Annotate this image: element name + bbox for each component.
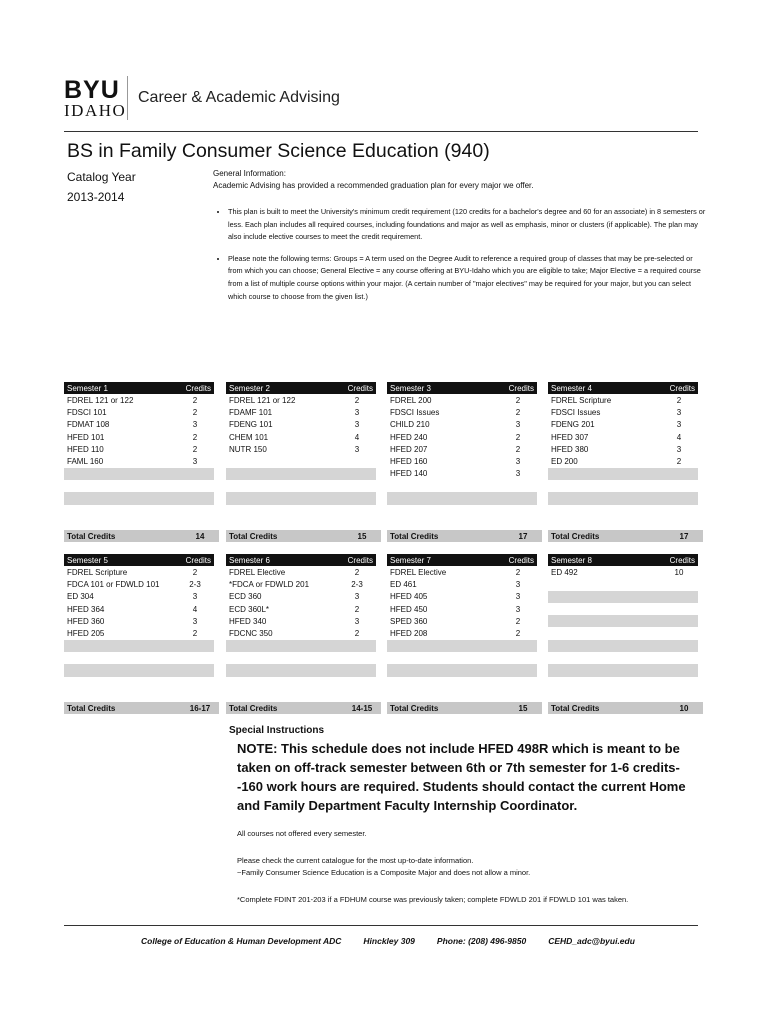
course-name: FDSCI Issues: [390, 407, 440, 417]
course-name: HFED 405: [390, 592, 428, 602]
course-name: FDREL 200: [390, 395, 432, 405]
course-name: HFED 340: [229, 616, 267, 626]
course-name: FAML 160: [67, 457, 104, 467]
semester-header: [548, 382, 698, 394]
empty-course-row: [64, 468, 214, 480]
semester-4-table: [548, 382, 698, 544]
course-row: [226, 406, 376, 418]
course-name: FDENG 201: [551, 420, 595, 430]
total-credits-value: 15: [518, 703, 528, 713]
course-name: *FDCA or FDWLD 201: [229, 579, 310, 589]
general-info-heading: General Information:: [213, 169, 286, 178]
total-credits-row: [64, 530, 219, 542]
semester-header: [64, 554, 214, 566]
course-name: ED 200: [551, 457, 578, 467]
credits-header: Credits: [347, 383, 373, 393]
credits-header: Credits: [508, 383, 534, 393]
course-row: [64, 419, 214, 431]
catalog-year-label: Catalog Year: [67, 170, 136, 184]
course-name: FDREL Elective: [229, 567, 286, 577]
empty-course-row: [226, 640, 376, 652]
course-row: [226, 443, 376, 455]
empty-course-row: [64, 664, 214, 676]
course-credits: 2-3: [351, 579, 363, 589]
empty-course-row: [387, 677, 537, 689]
course-credits: 2: [192, 432, 198, 442]
course-credits: 2: [354, 567, 360, 577]
course-name: CHILD 210: [390, 420, 430, 430]
semester-header: [548, 554, 698, 566]
course-credits: 3: [676, 420, 682, 430]
empty-course-row: [226, 480, 376, 492]
course-credits: 2: [515, 567, 521, 577]
course-credits: 3: [354, 420, 360, 430]
course-row: [387, 615, 537, 627]
total-credits-row: [548, 702, 703, 714]
course-name: ED 461: [390, 579, 417, 589]
semester-3-table: [387, 382, 537, 544]
course-credits: 3: [354, 407, 360, 417]
course-row: [548, 443, 698, 455]
credits-header: Credits: [347, 555, 373, 565]
course-credits: 4: [192, 604, 198, 614]
empty-course-row: [548, 677, 698, 689]
empty-course-row: [548, 603, 698, 615]
semester-name: Semester 7: [390, 555, 431, 565]
course-row: [387, 468, 537, 480]
footer-office: Hinckley 309: [363, 936, 415, 946]
course-row: [64, 603, 214, 615]
total-credits-label: Total Credits: [67, 531, 116, 541]
course-credits: 4: [676, 432, 682, 442]
total-credits-label: Total Credits: [390, 531, 439, 541]
empty-course-row: [387, 480, 537, 492]
special-note: NOTE: This schedule does not include HFED 498R which is meant to be taken on off-track semester between 6th or 7th semester for 1-6 credits--160 work hours are required. Students should contact the current Home and Family Department Faculty Internship Coordinator.: [237, 741, 686, 813]
total-credits-row: [226, 702, 381, 714]
course-credits: 3: [192, 457, 198, 467]
empty-course-row: [226, 505, 376, 517]
empty-course-row: [548, 468, 698, 480]
department-name: Career & Academic Advising: [138, 89, 340, 106]
course-credits: 2: [515, 444, 521, 454]
course-name: ED 492: [551, 567, 578, 577]
empty-course-row: [226, 664, 376, 676]
course-credits: 3: [515, 457, 521, 467]
semester-name: Semester 1: [67, 383, 108, 393]
course-row: [387, 455, 537, 467]
total-credits-row: [387, 702, 542, 714]
course-credits: 2: [515, 629, 521, 639]
empty-course-row: [64, 505, 214, 517]
special-line-composite: ~Family Consumer Science Education is a Composite Major and does not allow a minor.: [237, 868, 531, 877]
course-row: [387, 578, 537, 590]
catalog-year-value: 2013-2014: [67, 190, 125, 204]
course-credits: 3: [192, 592, 198, 602]
logo-byu-text: BYU: [64, 76, 120, 104]
general-info-bullets: [213, 206, 708, 312]
course-row: [226, 431, 376, 443]
course-row: [64, 406, 214, 418]
course-name: FDSCI 101: [67, 407, 107, 417]
semester-name: Semester 3: [390, 383, 431, 393]
course-name: HFED 140: [390, 469, 428, 479]
total-credits-value: 14: [195, 531, 205, 541]
semester-1-table: [64, 382, 214, 544]
course-row: [548, 431, 698, 443]
course-credits: 2: [515, 616, 521, 626]
empty-course-row: [387, 664, 537, 676]
course-credits: 3: [354, 592, 360, 602]
course-credits: 3: [515, 579, 521, 589]
course-row: [226, 627, 376, 639]
empty-course-row: [548, 492, 698, 504]
course-name: FDENG 101: [229, 420, 273, 430]
course-row: [64, 627, 214, 639]
course-credits: 3: [354, 616, 360, 626]
footer-phone: Phone: (208) 496-9850: [436, 936, 527, 946]
course-row: [387, 627, 537, 639]
course-row: [226, 591, 376, 603]
course-credits: 2: [676, 395, 682, 405]
semester-header: [64, 382, 214, 394]
course-credits: 2: [515, 407, 521, 417]
course-row: [387, 419, 537, 431]
course-credits: 10: [674, 567, 684, 577]
empty-course-row: [548, 591, 698, 603]
course-credits: 3: [515, 469, 521, 479]
course-row: [64, 394, 214, 406]
empty-course-row: [226, 492, 376, 504]
course-name: HFED 205: [67, 629, 105, 639]
course-name: HFED 160: [390, 457, 428, 467]
special-instructions-heading: Special Instructions: [229, 725, 325, 736]
course-name: FDSCI Issues: [551, 407, 601, 417]
empty-course-row: [226, 677, 376, 689]
semester-6-table: [226, 554, 376, 716]
empty-course-row: [548, 627, 698, 639]
general-info-intro: Academic Advising has provided a recommended graduation plan for every major we offer.: [213, 181, 534, 190]
course-credits: 3: [515, 420, 521, 430]
course-row: [64, 431, 214, 443]
special-line-catalogue: Please check the current catalogue for the most up-to-date information.: [237, 856, 474, 865]
course-row: [64, 566, 214, 578]
footer: [141, 936, 657, 946]
total-credits-label: Total Credits: [551, 531, 600, 541]
course-row: [387, 591, 537, 603]
course-row: [387, 443, 537, 455]
empty-course-row: [64, 652, 214, 664]
credits-header: Credits: [508, 555, 534, 565]
credits-header: Credits: [669, 383, 695, 393]
course-name: HFED 207: [390, 444, 428, 454]
course-credits: 2: [515, 395, 521, 405]
total-credits-row: [548, 530, 703, 542]
empty-course-row: [548, 664, 698, 676]
course-row: [226, 603, 376, 615]
course-credits: 2: [676, 457, 682, 467]
course-row: [64, 455, 214, 467]
course-row: [226, 394, 376, 406]
credits-header: Credits: [185, 555, 211, 565]
course-name: HFED 101: [67, 432, 105, 442]
course-name: SPED 360: [390, 616, 428, 626]
course-name: FDREL 121 or 122: [67, 395, 134, 405]
semester-header: [387, 382, 537, 394]
course-name: HFED 110: [67, 444, 104, 454]
empty-course-row: [64, 677, 214, 689]
bullet-terms: • Please note the following terms: Groups = A term used on the Degree Audit to reference a required group of classes that may be pre-selected or from which you can choose; General Elective = any course offering at BYU-Idaho which you are eligible to take; Major Elective = a required course from a list of multiple course options within your major. (A certain number of "major electives" may be required for your major, but you can select which course to choose from the given list.): [228, 253, 708, 303]
logo-divider: [127, 76, 128, 120]
semester-name: Semester 5: [67, 555, 108, 565]
course-row: [548, 406, 698, 418]
course-name: HFED 450: [390, 604, 428, 614]
footer-rule: [64, 925, 698, 926]
course-row: [64, 443, 214, 455]
course-name: NUTR 150: [229, 444, 267, 454]
empty-course-row: [226, 468, 376, 480]
empty-course-row: [64, 492, 214, 504]
total-credits-value: 17: [518, 531, 528, 541]
course-row: [387, 566, 537, 578]
empty-course-row: [64, 640, 214, 652]
course-row: [226, 578, 376, 590]
semester-2-table: [226, 382, 376, 544]
empty-course-row: [387, 652, 537, 664]
course-name: FDCNC 350: [229, 629, 273, 639]
empty-course-row: [226, 652, 376, 664]
course-row: [548, 566, 698, 578]
course-row: [548, 419, 698, 431]
course-name: HFED 360: [67, 616, 105, 626]
semester-header: [226, 554, 376, 566]
course-credits: 2: [192, 395, 198, 405]
course-row: [226, 615, 376, 627]
semester-8-table: [548, 554, 698, 716]
footer-college: College of Education & Human Development ADC: [141, 936, 342, 946]
course-name: FDREL Elective: [390, 567, 447, 577]
course-name: ECD 360: [229, 592, 262, 602]
total-credits-label: Total Credits: [390, 703, 439, 713]
course-credits: 2: [354, 604, 360, 614]
byu-idaho-logo: [64, 78, 126, 120]
course-credits: 3: [676, 444, 682, 454]
empty-course-row: [387, 492, 537, 504]
course-credits: 2: [192, 567, 198, 577]
course-name: CHEM 101: [229, 432, 269, 442]
course-credits: 3: [192, 616, 198, 626]
total-credits-label: Total Credits: [551, 703, 600, 713]
page-title: BS in Family Consumer Science Education (940): [67, 140, 490, 162]
semester-name: Semester 8: [551, 555, 592, 565]
footer-email: CEHD_adc@byui.edu: [548, 936, 635, 946]
credits-header: Credits: [669, 555, 695, 565]
bullet-credit-requirement: • This plan is built to meet the University's minimum credit requirement (120 credits for a bachelor's degree and 60 for an associate) in 8 semesters or less. Each plan includes all required courses, including foundations and major as well as emphasis, minor or clusters (if applicable). The plan may also include elective courses to meet the credit requirement.: [228, 206, 708, 244]
course-row: [64, 615, 214, 627]
total-credits-label: Total Credits: [229, 531, 278, 541]
semester-name: Semester 2: [229, 383, 270, 393]
empty-course-row: [548, 480, 698, 492]
total-credits-value: 17: [679, 531, 689, 541]
course-credits: 2: [192, 629, 198, 639]
course-credits: 3: [676, 407, 682, 417]
course-name: HFED 364: [67, 604, 105, 614]
total-credits-value: 15: [357, 531, 367, 541]
empty-course-row: [64, 480, 214, 492]
course-credits: 2: [192, 407, 198, 417]
course-credits: 2-3: [189, 579, 201, 589]
total-credits-label: Total Credits: [67, 703, 116, 713]
course-credits: 3: [515, 592, 521, 602]
empty-course-row: [548, 615, 698, 627]
course-credits: 4: [354, 432, 360, 442]
course-name: FDREL Scripture: [551, 395, 612, 405]
empty-course-row: [548, 578, 698, 590]
course-name: FDREL 121 or 122: [229, 395, 296, 405]
empty-course-row: [548, 505, 698, 517]
course-credits: 2: [354, 395, 360, 405]
course-credits: 3: [192, 420, 198, 430]
empty-course-row: [387, 640, 537, 652]
semester-5-table: [64, 554, 214, 716]
course-row: [64, 591, 214, 603]
empty-course-row: [548, 640, 698, 652]
course-row: [387, 603, 537, 615]
semester-7-table: [387, 554, 537, 716]
empty-course-row: [548, 652, 698, 664]
total-credits-row: [64, 702, 219, 714]
course-credits: 2: [354, 629, 360, 639]
logo-idaho-text: IDAHO: [64, 101, 127, 120]
semester-name: Semester 4: [551, 383, 592, 393]
course-row: [387, 431, 537, 443]
semester-name: Semester 6: [229, 555, 270, 565]
total-credits-value: 14-15: [351, 703, 373, 713]
course-credits: 2: [515, 432, 521, 442]
course-row: [548, 394, 698, 406]
semester-header: [387, 554, 537, 566]
course-row: [387, 406, 537, 418]
total-credits-value: 16-17: [189, 703, 211, 713]
course-name: HFED 208: [390, 629, 428, 639]
course-name: FDAMF 101: [229, 407, 273, 417]
course-name: HFED 380: [551, 444, 589, 454]
special-line-offered: All courses not offered every semester.: [237, 829, 367, 838]
course-name: HFED 307: [551, 432, 589, 442]
course-name: ECD 360L*: [229, 604, 270, 614]
special-line-fdint: *Complete FDINT 201-203 if a FDHUM course was previously taken; complete FDWLD 201 if FDWLD 101 was taken.: [237, 895, 629, 904]
total-credits-value: 10: [679, 703, 689, 713]
course-row: [548, 455, 698, 467]
course-credits: 3: [515, 604, 521, 614]
course-name: FDMAT 108: [67, 420, 110, 430]
credits-header: Credits: [185, 383, 211, 393]
course-name: FDCA 101 or FDWLD 101: [67, 579, 160, 589]
course-name: FDREL Scripture: [67, 567, 128, 577]
total-credits-row: [387, 530, 542, 542]
total-credits-label: Total Credits: [229, 703, 278, 713]
course-row: [226, 566, 376, 578]
course-name: ED 304: [67, 592, 94, 602]
empty-course-row: [387, 505, 537, 517]
course-row: [64, 578, 214, 590]
semester-header: [226, 382, 376, 394]
total-credits-row: [226, 530, 381, 542]
course-row: [226, 419, 376, 431]
course-name: HFED 240: [390, 432, 428, 442]
empty-course-row: [226, 455, 376, 467]
header-rule: [64, 131, 698, 132]
course-row: [387, 394, 537, 406]
course-credits: 2: [192, 444, 198, 454]
course-credits: 3: [354, 444, 360, 454]
